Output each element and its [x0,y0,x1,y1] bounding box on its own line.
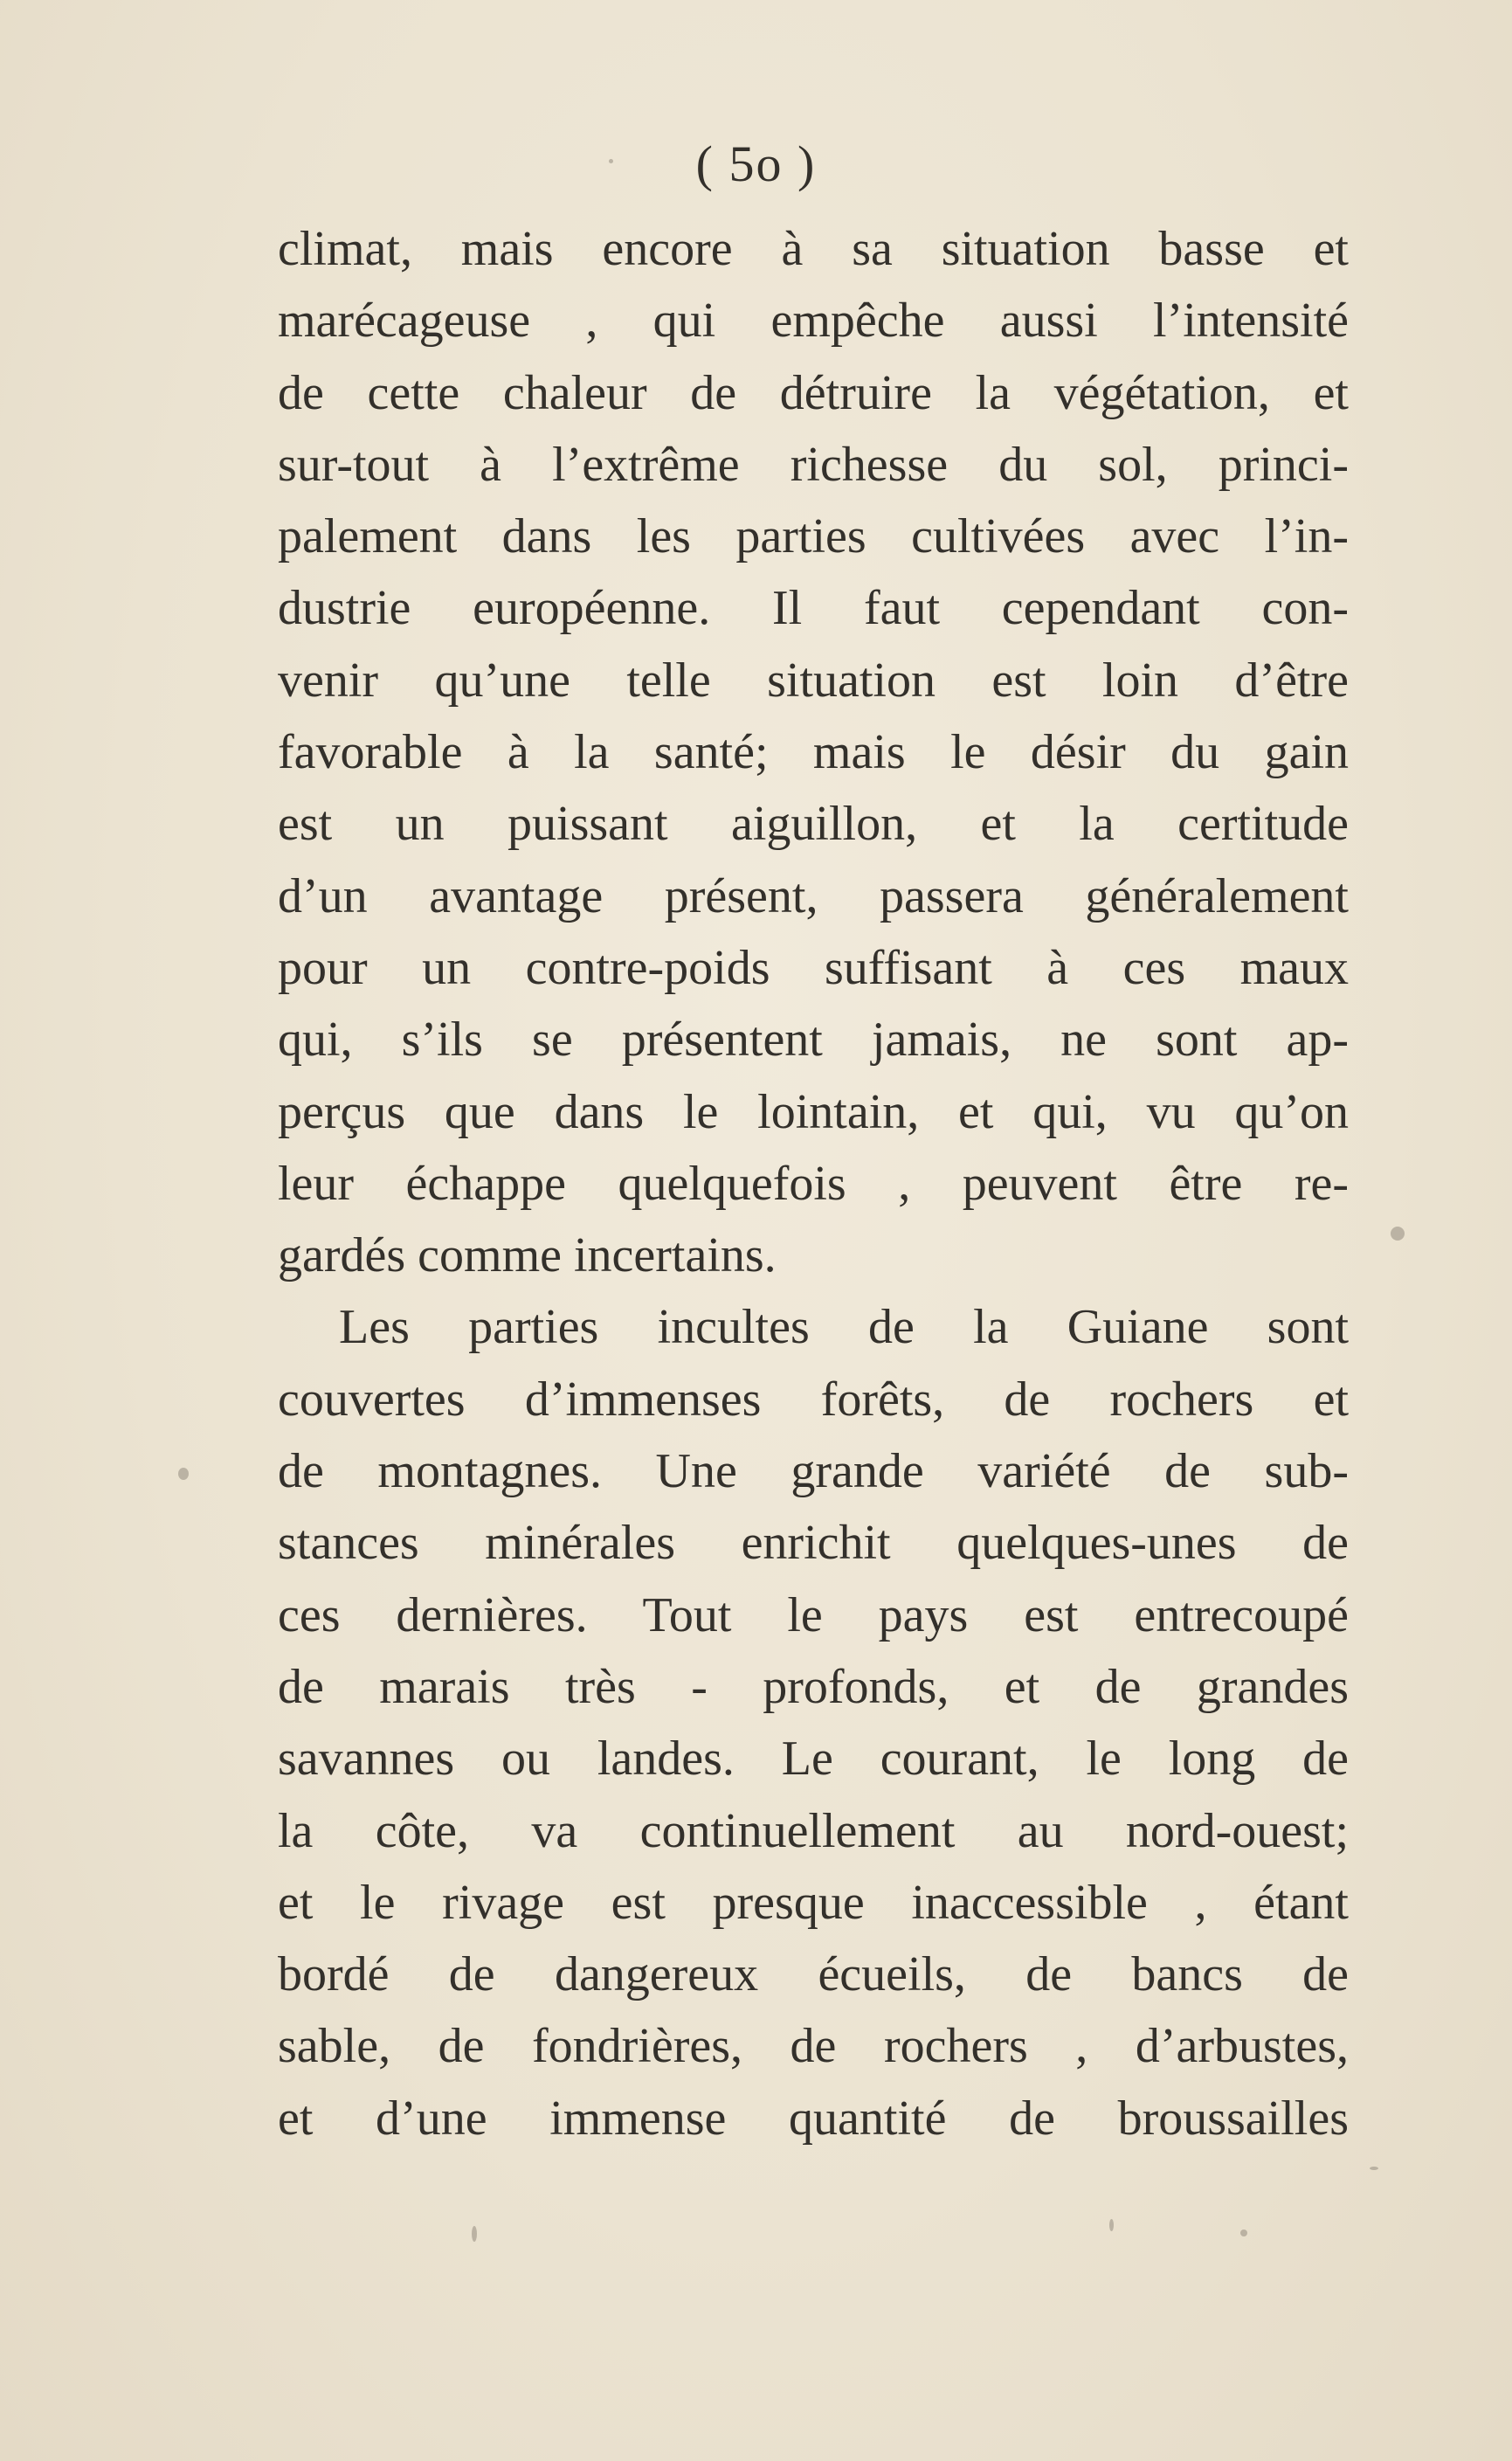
text-line: venir qu’une telle situation est loin d’être [278,653,1349,708]
text-line: la côte, va continuellement au nord-ouest; [278,1803,1349,1858]
page-number: ( 5o ) [695,135,817,192]
paper-speck [178,1468,189,1480]
text-line: de montagnes. Une grande variété de sub- [278,1444,1349,1499]
text-line: Les parties incultes de la Guiane sont [339,1300,1349,1355]
paper-speck [1240,2229,1247,2236]
paper-speck [1391,1227,1405,1241]
text-line: leur échappe quelquefois , peuvent être re- [278,1156,1349,1211]
text-line: savannes ou landes. Le courant, le long de [278,1732,1349,1787]
text-line: d’un avantage présent, passera généralement [278,868,1349,923]
text-line: couvertes d’immenses forêts, de rochers et [278,1372,1349,1427]
text-line: stances minérales enrichit quelques-unes de [278,1516,1349,1571]
text-line: bordé de dangereux écueils, de bancs de [278,1947,1349,2002]
text-line: sable, de fondrières, de rochers , d’arbustes, [278,2019,1349,2074]
paper-speck [1370,2167,1378,2170]
paper-speck [472,2226,477,2242]
text-line: est un puissant aiguillon, et la certitude [278,797,1349,852]
text-line: perçus que dans le lointain, et qui, vu qu’on [278,1084,1349,1139]
text-line: pour un contre-poids suffisant à ces maux [278,940,1349,995]
paper-speck [1109,2219,1114,2231]
text-line: et d’une immense quantité de broussailles [278,2091,1349,2146]
text-line: marécageuse , qui empêche aussi l’intensité [278,294,1349,349]
text-block [278,213,1349,2154]
text-line: qui, s’ils se présentent jamais, ne sont ap- [278,1013,1349,1068]
text-line: gardés comme incertains. [278,1228,777,1283]
text-line: favorable à la santé; mais le désir du gain [278,725,1349,780]
text-line: de cette chaleur de détruire la végétation, et [278,365,1349,420]
text-line: et le rivage est presque inaccessible , étant [278,1875,1349,1930]
text-line: ces dernières. Tout le pays est entrecoupé [278,1587,1349,1642]
text-line: climat, mais encore à sa situation basse et [278,222,1349,276]
text-line: de marais très - profonds, et de grandes [278,1659,1349,1714]
paragraph-1 [278,213,1349,1291]
paragraph-2 [278,1291,1349,2154]
text-line: dustrie européenne. Il faut cependant con- [278,581,1349,636]
paper-speck [609,159,613,163]
text-line: palement dans les parties cultivées avec l’in- [278,509,1349,564]
text-line: sur-tout à l’extrême richesse du sol, princi- [278,437,1349,492]
